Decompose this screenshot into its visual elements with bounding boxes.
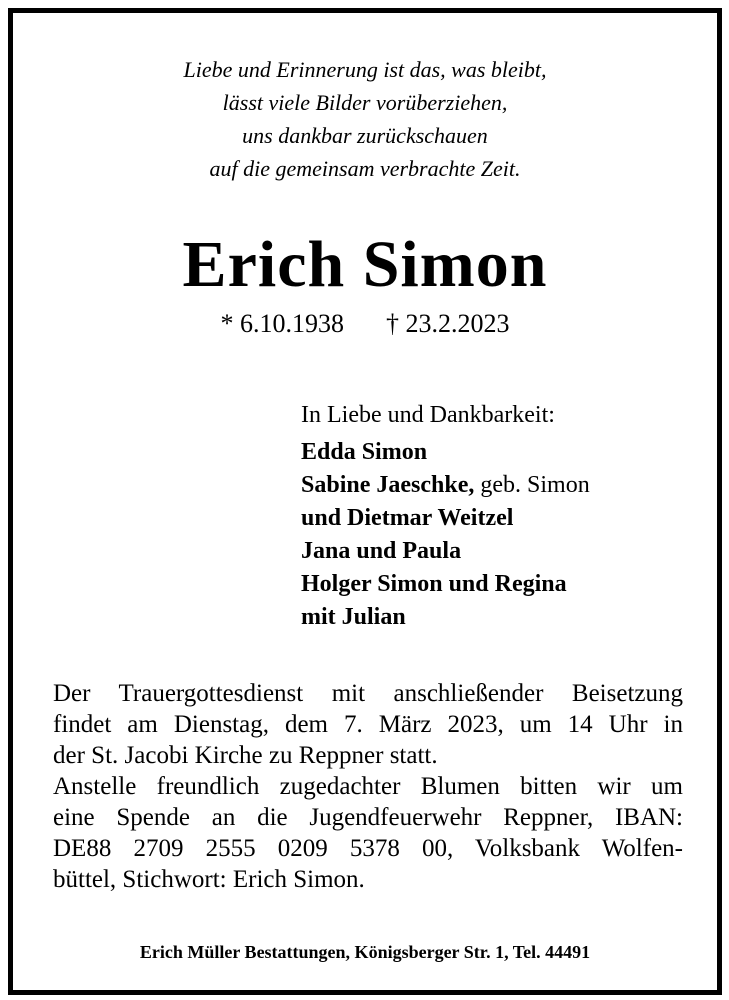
mourner-line [301,436,590,469]
mourner-name: Holger Simon und Regina [301,571,567,597]
mourner-name: Jana und Paula [301,538,462,564]
obituary-frame [8,8,722,995]
mourner-line [301,535,590,568]
notice-line: der St. Jacobi Kirche zu Reppner statt. [53,742,438,769]
poem [13,53,717,185]
service-notice [53,678,683,895]
notice-line: büttel, Stichwort: Erich Simon. [53,866,365,893]
mourner-line [301,568,590,601]
mourner-line [301,469,590,502]
mourner-line [301,601,590,634]
poem-line: Liebe und Erinnerung ist das, was bleibt, [183,57,547,82]
mourner-name: mit Julian [301,604,406,630]
notice-line: findet am Dienstag, dem 7. März 2023, um 14 Uhr in [53,711,683,738]
life-dates [13,307,717,341]
poem-line: lässt viele Bilder vorüberziehen, [222,90,508,115]
notice-line: eine Spende an die Jugendfeuerwehr Reppner, IBAN: [53,804,683,831]
poem-line: auf die gemeinsam verbrachte Zeit. [209,156,521,181]
death-date: † 23.2.2023 [386,309,510,338]
birth-date: * 6.10.1938 [220,309,344,338]
mourner-name: Edda Simon [301,439,428,465]
deceased-name: Erich Simon [182,228,548,301]
notice-line: Anstelle freundlich zugedachter Blumen bitten wir um [53,773,683,800]
mourners-intro: In Liebe und Dankbarkeit: [301,402,555,428]
mourner-name: und Dietmar Weitzel [301,505,514,531]
mourner-line [301,502,590,535]
mourners-list [301,399,590,634]
mourner-suffix: geb. Simon [474,472,590,498]
poem-line: uns dankbar zurückschauen [242,123,488,148]
funeral-home-footer: Erich Müller Bestattungen, Königsberger Str. 1, Tel. 44491 [139,942,591,962]
notice-line: DE88 2709 2555 0209 5378 00, Volksbank Wolfen- [53,835,683,862]
notice-line: Der Trauergottesdienst mit anschließender Beisetzung [53,680,683,707]
mourner-name: Sabine Jaeschke, [301,472,475,498]
